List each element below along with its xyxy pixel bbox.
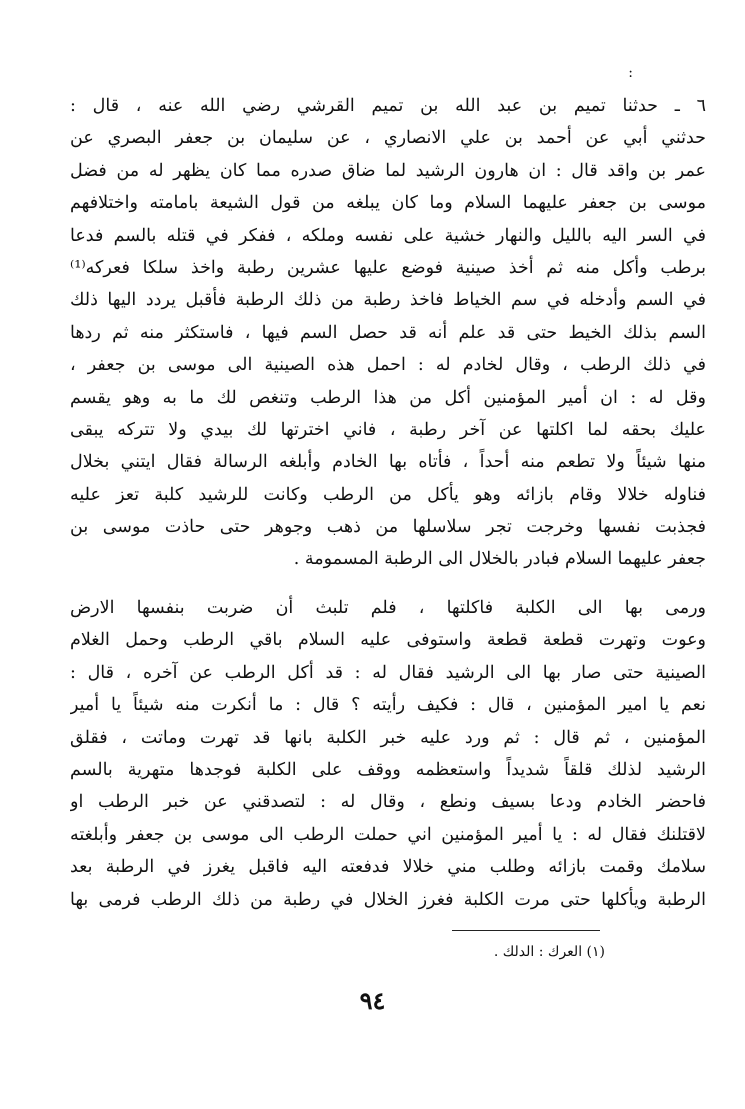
text-line: لاقتلنك فقال له : يا أمير المؤمنين اني حملت الرطب الى موسى بن جعفر وأبلغته — [70, 824, 706, 845]
page-number: ٩٤ — [359, 986, 386, 1015]
text-line: وقل له : ان أمير المؤمنين أكل من هذا الرطب وتنغص لك ما به وهو يقسم — [70, 387, 706, 408]
text-line: جعفر عليهما السلام فبادر بالخلال الى الرطبة المسمومة . — [293, 549, 706, 570]
text-line: موسى بن جعفر عليهما السلام وما كان يبلغه من قول الشيعة بامامته واختلافهم — [70, 193, 706, 214]
text-line: الرشيد لذلك قلقاً شديداً واستعظمه ووقف على الكلبة فوجدها متهرية بالسم — [70, 759, 706, 780]
paragraph-hadith-6 — [70, 90, 706, 576]
footnote: (١) العرك : الدلك . — [493, 944, 605, 960]
text-line: المؤمنين ، ثم قال : ثم ورد عليه خبر الكلبة بانها قد تهرت وماتت ، فقلق — [70, 727, 706, 748]
text-line: السم بذلك الخيط حتى قد علم أنه قد حصل السم فيها ، فاستكثر منه ثم ردها — [70, 322, 706, 343]
corner-mark: : — [628, 65, 633, 81]
text-line: عليك بحقه لما اكلتها عن آخر رطبة ، فاني اخترتها لك بيدي ولا تتركه يبقى — [70, 419, 706, 440]
text-line: وعوت وتهرت قطعة قطعة واستوفى عليه السلام باقي الرطب وحمل الغلام — [70, 630, 706, 651]
text-line: حدثني أبي عن أحمد بن علي الانصاري ، عن سليمان بن جعفر البصري عن — [70, 128, 706, 149]
text-line: برطب وأكل منه ثم أخذ صينية فوضع عليها عشرين رطبة واخذ سلكا فعركه⁽¹⁾ — [70, 257, 706, 278]
text-line: ٦ ـ حدثنا تميم بن عبد الله بن تميم القرشي رضي الله عنه ، قال : — [70, 96, 706, 116]
footnote-divider — [452, 930, 600, 931]
text-line: الرطبة ويأكلها حتى مرت الكلبة فغرز الخلال في رطبة من ذلك الرطب فرمى بها — [70, 889, 706, 910]
text-line: عمر بن واقد قال : ان هارون الرشيد لما ضاق صدره مما كان يظهر له من فضل — [70, 160, 706, 181]
text-line: فناوله خلالا وقام بازائه وهو يأكل من الرطب وكانت للرشيد كلبة تعز عليه — [70, 484, 706, 505]
text-line: الصينية حتى صار بها الى الرشيد فقال له : قد أكل الرطب عن آخره ، قال : — [70, 662, 706, 683]
text-line: نعم يا امير المؤمنين ، قال : فكيف رأيته ؟ قال : ما أنكرت منه شيئاً يا أمير — [70, 695, 706, 716]
text-line: في السر اليه بالليل والنهار خشية على نفسه وملكه ، ففكر في قتله بالسم فدعا — [70, 225, 706, 246]
text-line: فجذبت نفسها وخرجت تجر سلاسلها من ذهب وجوهر حتى حاذت موسى بن — [70, 517, 706, 538]
text-line: فاحضر الخادم ودعا بسيف ونطع ، وقال له : لتصدقني عن خبر الرطب او — [70, 792, 706, 813]
text-line: في السم وأدخله في سم الخياط فاخذ رطبة من ذلك الرطبة فأقبل يردد اليها ذلك — [70, 290, 706, 311]
paragraph-continuation — [70, 592, 706, 916]
text-line: منها شيئاً ولا تطعم منه أحداً ، فأتاه بها الخادم وأبلغه الرسالة فقال ايتني بخلال — [70, 452, 706, 473]
text-line: في ذلك الرطب ، وقال لخادم له : احمل هذه الصينية الى موسى بن جعفر ، — [70, 355, 706, 376]
text-line: ورمى بها الى الكلبة فاكلتها ، فلم تلبث أن ضربت بنفسها الارض — [70, 598, 706, 618]
text-line: سلامك وقمت بازائه وطلب مني خلالا فدفعته اليه فاقبل يغرز في الرطبة بعد — [70, 857, 706, 878]
